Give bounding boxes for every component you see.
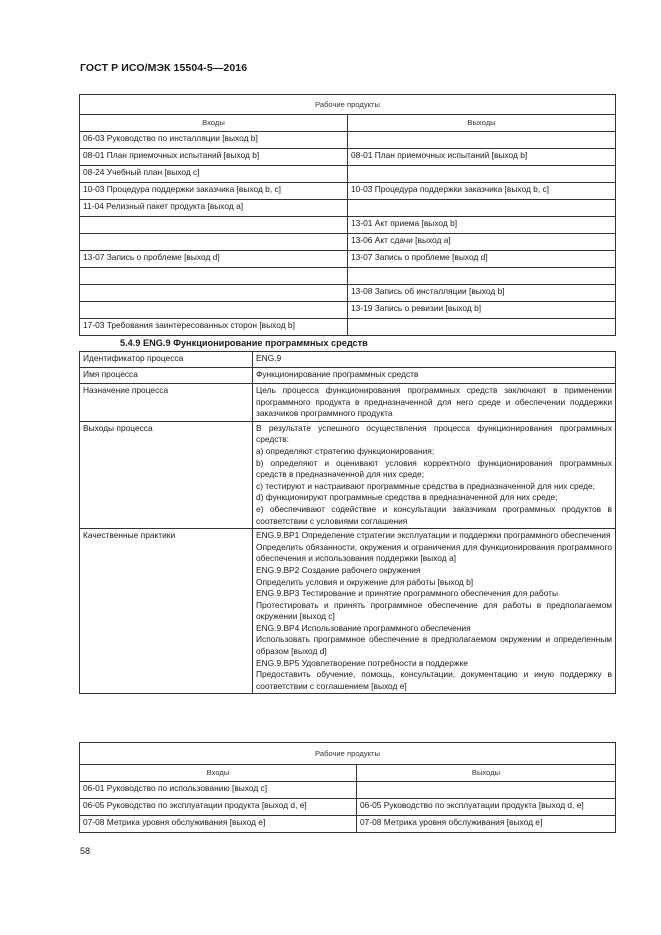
practice-line: Использовать программное обеспечение в предполагаемом окружении и определенным образом [выход d] (256, 634, 612, 657)
input-cell: 06-01 Руководство по использованию [выход c] (80, 782, 357, 799)
outcome-item: a) определяют стратегию функционирования; (256, 445, 435, 456)
input-cell: 13-07 Запись о проблеме [выход d] (80, 251, 348, 268)
outputs-column-header: Выходы (348, 115, 616, 132)
outcome-item: В результате успешного осуществления процесса функционирования программных средств: (256, 422, 612, 445)
outcome-item: c) тестируют и настраивают программные средства в предназначенной для них среде; (256, 480, 595, 491)
page-number: 58 (80, 846, 91, 856)
process-table (79, 351, 616, 694)
input-cell (80, 302, 348, 319)
input-cell: 06-03 Руководство по инсталляции [выход b] (80, 132, 348, 149)
table-row (80, 217, 616, 234)
output-cell (348, 319, 616, 336)
table-row (80, 166, 616, 183)
practice-line: ENG.9.BP2 Создание рабочего окружения (256, 564, 421, 575)
input-cell (80, 285, 348, 302)
inputs-column-header: Входы (80, 765, 357, 782)
output-cell (357, 782, 616, 799)
output-cell (348, 166, 616, 183)
section-title: 5.4.9 ENG.9 Функционирование программных средств (120, 338, 368, 348)
output-cell (348, 268, 616, 285)
practice-line: ENG.9.BP5 Удовлетворение потребности в поддержке (256, 657, 468, 668)
input-cell (80, 217, 348, 234)
table-row (80, 782, 616, 799)
work-products-title: Рабочие продукты (80, 743, 616, 765)
practice-line: Определить обязанности, окружения и ограничения для функционирования программного обеспечения и использования поддержки [выход a] (256, 541, 612, 564)
process-outcomes-label: Выходы процесса (80, 421, 253, 528)
output-cell: 13-07 Запись о проблеме [выход d] (348, 251, 616, 268)
input-cell: 08-24 Учебный план [выход c] (80, 166, 348, 183)
practice-line: ENG.9.BP4 Использование программного обеспечения (256, 622, 471, 633)
base-practices-value (253, 529, 616, 694)
process-name-label: Имя процесса (80, 368, 253, 384)
input-cell: 06-05 Руководство по эксплуатации продукта [выход d, e] (80, 799, 357, 816)
table-row (80, 285, 616, 302)
work-products-table-1 (79, 94, 616, 336)
outcome-item: b) определяют и оценивают условия корректного функционирования программных средств в предназначенной для них среде; (256, 457, 612, 480)
process-id-label: Идентификатор процесса (80, 352, 253, 368)
table-row (80, 149, 616, 166)
output-cell: 08-01 План приемочных испытаний [выход b] (348, 149, 616, 166)
input-cell: 11-04 Релизный пакет продукта [выход a] (80, 200, 348, 217)
practice-line: Определить условия и окружение для работы [выход b] (256, 576, 474, 587)
input-cell (80, 268, 348, 285)
practice-line: Протестировать и принять программное обеспечение для работы в предполагаемом окружении [выход c] (256, 599, 612, 622)
table-row (80, 799, 616, 816)
output-cell: 13-01 Акт приема [выход b] (348, 217, 616, 234)
outputs-column-header: Выходы (357, 765, 616, 782)
base-practices-label: Качественные практики (80, 529, 253, 694)
output-cell: 06-05 Руководство по эксплуатации продукта [выход d, e] (357, 799, 616, 816)
inputs-column-header: Входы (80, 115, 348, 132)
table-row (80, 234, 616, 251)
process-purpose-label: Назначение процесса (80, 384, 253, 422)
process-purpose-value: Цель процесса функционирования программных средств заключают в применении программного продукта в предназначенной для него среде и обеспечении поддержки заказчиков программного продукта (253, 384, 616, 422)
outcome-item: e) обеспечивают содействие и консультации заказчикам программных продуктов в соответствии с условиями соглашения (256, 503, 612, 526)
input-cell: 17-03 Требования заинтересованных сторон [выход b] (80, 319, 348, 336)
output-cell: 13-06 Акт сдачи [выход a] (348, 234, 616, 251)
table-row (80, 816, 616, 833)
output-cell: 07-08 Метрика уровня обслуживания [выход e] (357, 816, 616, 833)
practice-line: Предоставить обучение, помощь, консультации, документацию и иную поддержку в соответствии с соглашением [выход e] (256, 669, 612, 691)
table-row (80, 302, 616, 319)
output-cell: 10-03 Процедура поддержки заказчика [выход b, c] (348, 183, 616, 200)
table-row (80, 200, 616, 217)
input-cell: 07-08 Метрика уровня обслуживания [выход e] (80, 816, 357, 833)
table-row (80, 319, 616, 336)
outcome-item: d) функционируют программные средства в предназначенной для них среде; (256, 492, 558, 503)
process-outcomes-value (253, 421, 616, 528)
practice-line: ENG.9.BP3 Тестирование и принятие программного обеспечения для работы (256, 588, 559, 599)
input-cell: 08-01 План приемочных испытаний [выход b] (80, 149, 348, 166)
table-row (80, 268, 616, 285)
input-cell: 10-03 Процедура поддержки заказчика [выход b, c] (80, 183, 348, 200)
process-id-value: ENG.9 (253, 352, 616, 368)
table-row (80, 132, 616, 149)
practice-line: ENG.9.BP1 Определение стратегии эксплуатации и поддержки программного обеспечения (256, 530, 611, 541)
output-cell: 13-19 Запись о ревизии [выход b] (348, 302, 616, 319)
output-cell (348, 132, 616, 149)
table-row (80, 183, 616, 200)
work-products-title: Рабочие продукты (80, 95, 616, 115)
output-cell (348, 200, 616, 217)
process-name-value: Функционирование программных средств (253, 368, 616, 384)
input-cell (80, 234, 348, 251)
output-cell: 13-08 Запись об инсталляции [выход b] (348, 285, 616, 302)
document-header: ГОСТ Р ИСО/МЭК 15504-5—2016 (80, 62, 248, 74)
table-row (80, 251, 616, 268)
work-products-table-2 (79, 742, 616, 833)
